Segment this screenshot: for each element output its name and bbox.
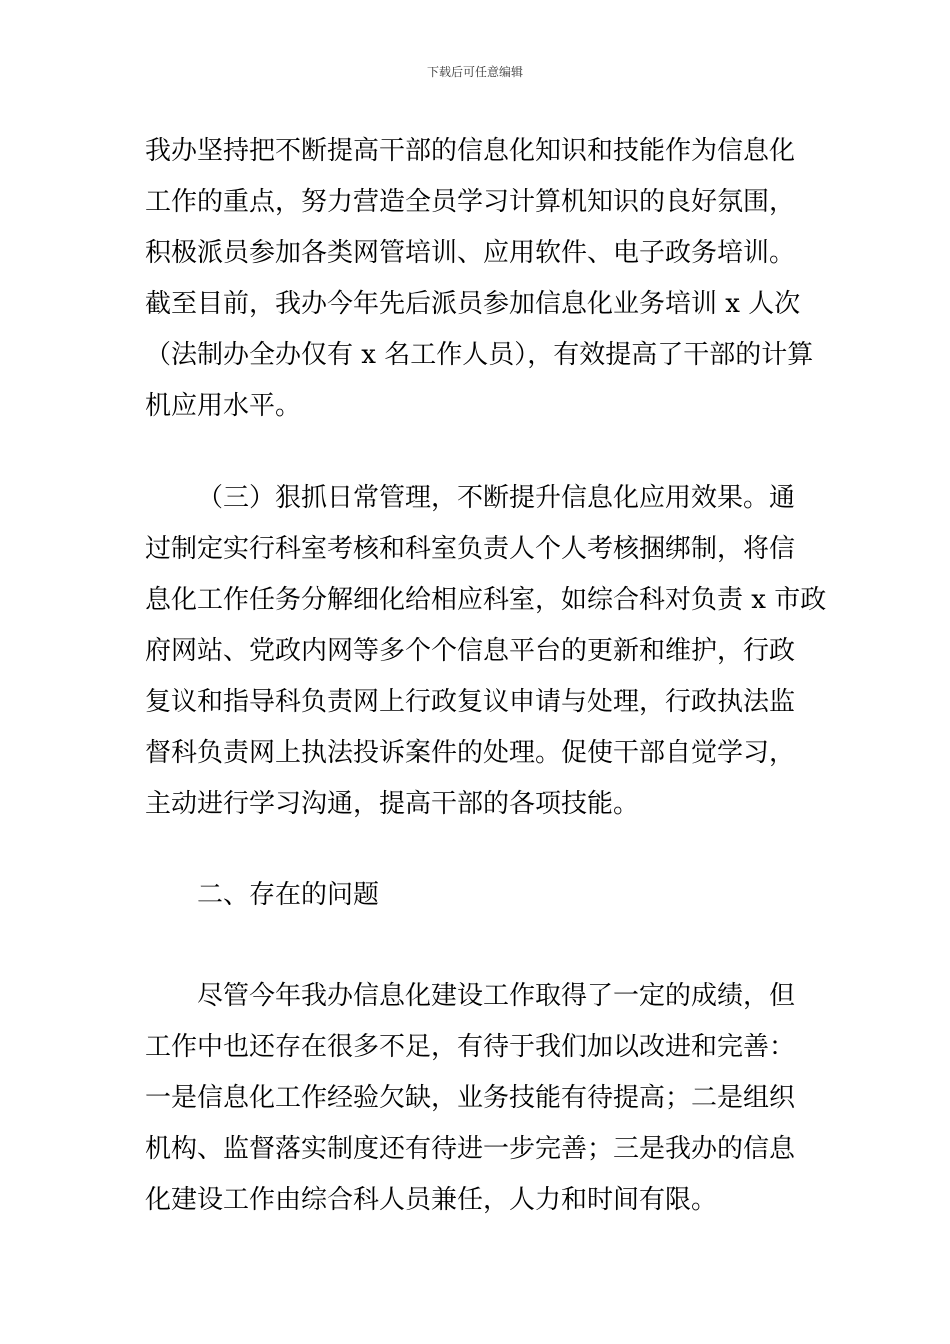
section-heading-problems (145, 870, 815, 921)
paragraph-training (145, 126, 815, 432)
text-line: 主动进行学习沟通，提高干部的各项技能。 (145, 789, 640, 819)
text-line: 工作的重点，努力营造全员学习计算机知识的良好氛围， (145, 187, 796, 217)
text-line: 我办坚持把不断提高干部的信息化知识和技能作为信息化 (145, 136, 796, 166)
text-line: （法制办全办仅有 x 名工作人员），有效提高了干部的计算 (145, 340, 814, 370)
text-line: 机构、监督落实制度还有待进一步完善；三是我办的信息 (145, 1134, 796, 1164)
text-line: 府网站、党政内网等多个个信息平台的更新和维护，行政 (145, 636, 796, 666)
text-line: 过制定实行科室考核和科室负责人个人考核捆绑制，将信 (145, 534, 796, 564)
download-note: 下载后可任意编辑 (426, 65, 523, 79)
text-line: 化建设工作由综合科人员兼任，人力和时间有限。 (145, 1185, 718, 1215)
paragraph-daily-management (145, 473, 827, 830)
section-heading-text: 二、存在的问题 (197, 880, 380, 910)
text-line: 工作中也还存在很多不足，有待于我们加以改进和完善： (145, 1032, 796, 1062)
paragraph-problems (145, 971, 815, 1226)
text-line: 复议和指导科负责网上行政复议申请与处理，行政执法监 (145, 687, 796, 717)
text-line: 督科负责网上执法投诉案件的处理。促使干部自觉学习， (145, 738, 796, 768)
text-line: 截至目前，我办今年先后派员参加信息化业务培训 x 人次 (145, 289, 801, 319)
text-line: 尽管今年我办信息化建设工作取得了一定的成绩，但 (197, 981, 796, 1011)
text-line: 一是信息化工作经验欠缺，业务技能有待提高；二是组织 (145, 1083, 796, 1113)
text-line: 机应用水平。 (145, 391, 302, 421)
text-line: 息化工作任务分解细化给相应科室，如综合科对负责 x 市政 (145, 585, 827, 615)
text-line: （三）狠抓日常管理，不断提升信息化应用效果。通 (197, 483, 796, 513)
text-line: 积极派员参加各类网管培训、应用软件、电子政务培训。 (145, 238, 796, 268)
